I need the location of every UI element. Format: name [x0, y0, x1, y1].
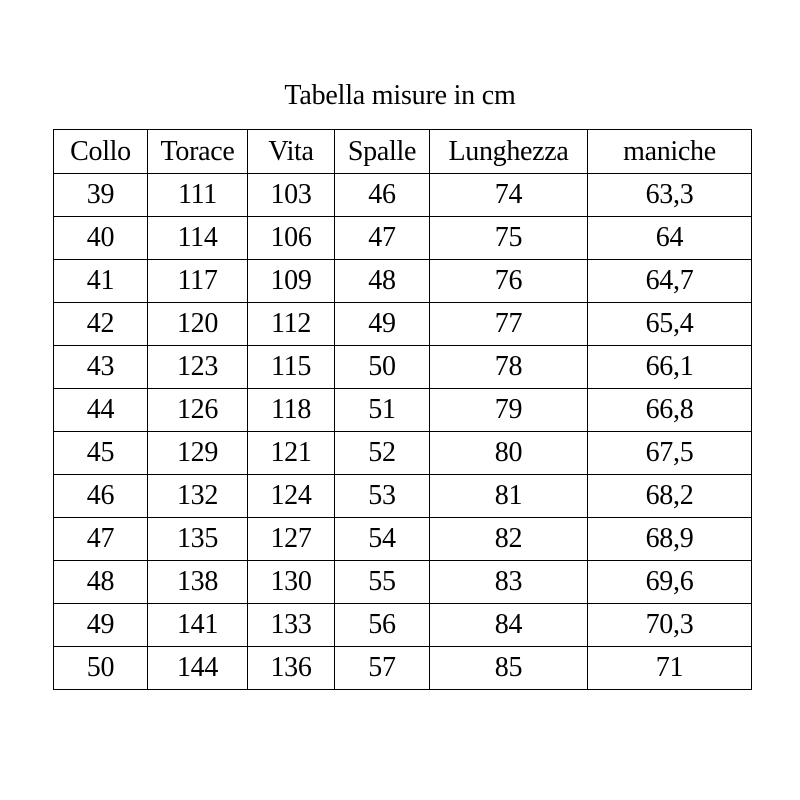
table-row [54, 432, 752, 475]
cell-lunghezza: 83 [430, 561, 588, 604]
cell-vita: 118 [248, 389, 335, 432]
cell-maniche: 66,8 [588, 389, 752, 432]
table-row [54, 260, 752, 303]
cell-maniche: 68,9 [588, 518, 752, 561]
cell-spalle: 55 [335, 561, 430, 604]
cell-maniche: 63,3 [588, 174, 752, 217]
cell-collo: 49 [54, 604, 148, 647]
cell-spalle: 51 [335, 389, 430, 432]
cell-vita: 115 [248, 346, 335, 389]
cell-lunghezza: 79 [430, 389, 588, 432]
cell-vita: 133 [248, 604, 335, 647]
table-row [54, 518, 752, 561]
cell-vita: 106 [248, 217, 335, 260]
cell-maniche: 67,5 [588, 432, 752, 475]
cell-lunghezza: 85 [430, 647, 588, 690]
cell-lunghezza: 74 [430, 174, 588, 217]
cell-vita: 136 [248, 647, 335, 690]
cell-torace: 123 [148, 346, 248, 389]
cell-torace: 132 [148, 475, 248, 518]
cell-maniche: 70,3 [588, 604, 752, 647]
cell-torace: 129 [148, 432, 248, 475]
table-row [54, 174, 752, 217]
cell-lunghezza: 81 [430, 475, 588, 518]
table-row [54, 561, 752, 604]
cell-collo: 45 [54, 432, 148, 475]
table-row [54, 475, 752, 518]
table-row [54, 647, 752, 690]
cell-torace: 111 [148, 174, 248, 217]
cell-lunghezza: 75 [430, 217, 588, 260]
cell-spalle: 52 [335, 432, 430, 475]
cell-maniche: 69,6 [588, 561, 752, 604]
cell-lunghezza: 84 [430, 604, 588, 647]
header-spalle: Spalle [335, 130, 430, 174]
cell-collo: 42 [54, 303, 148, 346]
cell-vita: 127 [248, 518, 335, 561]
cell-collo: 41 [54, 260, 148, 303]
cell-torace: 138 [148, 561, 248, 604]
cell-torace: 126 [148, 389, 248, 432]
cell-torace: 120 [148, 303, 248, 346]
cell-collo: 47 [54, 518, 148, 561]
cell-collo: 39 [54, 174, 148, 217]
cell-spalle: 50 [335, 346, 430, 389]
cell-vita: 121 [248, 432, 335, 475]
cell-lunghezza: 78 [430, 346, 588, 389]
table-row [54, 217, 752, 260]
header-torace: Torace [148, 130, 248, 174]
cell-collo: 50 [54, 647, 148, 690]
cell-collo: 44 [54, 389, 148, 432]
header-vita: Vita [248, 130, 335, 174]
table-row [54, 303, 752, 346]
table-header-row [54, 130, 752, 174]
cell-spalle: 49 [335, 303, 430, 346]
cell-torace: 117 [148, 260, 248, 303]
cell-maniche: 64,7 [588, 260, 752, 303]
table-row [54, 604, 752, 647]
header-lunghezza: Lunghezza [430, 130, 588, 174]
cell-spalle: 47 [335, 217, 430, 260]
cell-maniche: 64 [588, 217, 752, 260]
cell-collo: 46 [54, 475, 148, 518]
cell-torace: 114 [148, 217, 248, 260]
cell-spalle: 57 [335, 647, 430, 690]
cell-collo: 40 [54, 217, 148, 260]
cell-lunghezza: 76 [430, 260, 588, 303]
cell-torace: 141 [148, 604, 248, 647]
table-title: Tabella misure in cm [284, 80, 516, 111]
cell-lunghezza: 82 [430, 518, 588, 561]
cell-maniche: 68,2 [588, 475, 752, 518]
size-table [53, 129, 752, 690]
cell-spalle: 48 [335, 260, 430, 303]
cell-spalle: 53 [335, 475, 430, 518]
cell-lunghezza: 80 [430, 432, 588, 475]
table-row [54, 389, 752, 432]
cell-spalle: 54 [335, 518, 430, 561]
cell-vita: 109 [248, 260, 335, 303]
cell-collo: 48 [54, 561, 148, 604]
cell-maniche: 71 [588, 647, 752, 690]
cell-lunghezza: 77 [430, 303, 588, 346]
cell-collo: 43 [54, 346, 148, 389]
cell-spalle: 46 [335, 174, 430, 217]
cell-torace: 144 [148, 647, 248, 690]
header-maniche: maniche [588, 130, 752, 174]
cell-spalle: 56 [335, 604, 430, 647]
cell-maniche: 66,1 [588, 346, 752, 389]
cell-maniche: 65,4 [588, 303, 752, 346]
cell-vita: 112 [248, 303, 335, 346]
header-collo: Collo [54, 130, 148, 174]
cell-torace: 135 [148, 518, 248, 561]
cell-vita: 130 [248, 561, 335, 604]
size-table-body [54, 130, 752, 690]
table-row [54, 346, 752, 389]
cell-vita: 103 [248, 174, 335, 217]
cell-vita: 124 [248, 475, 335, 518]
